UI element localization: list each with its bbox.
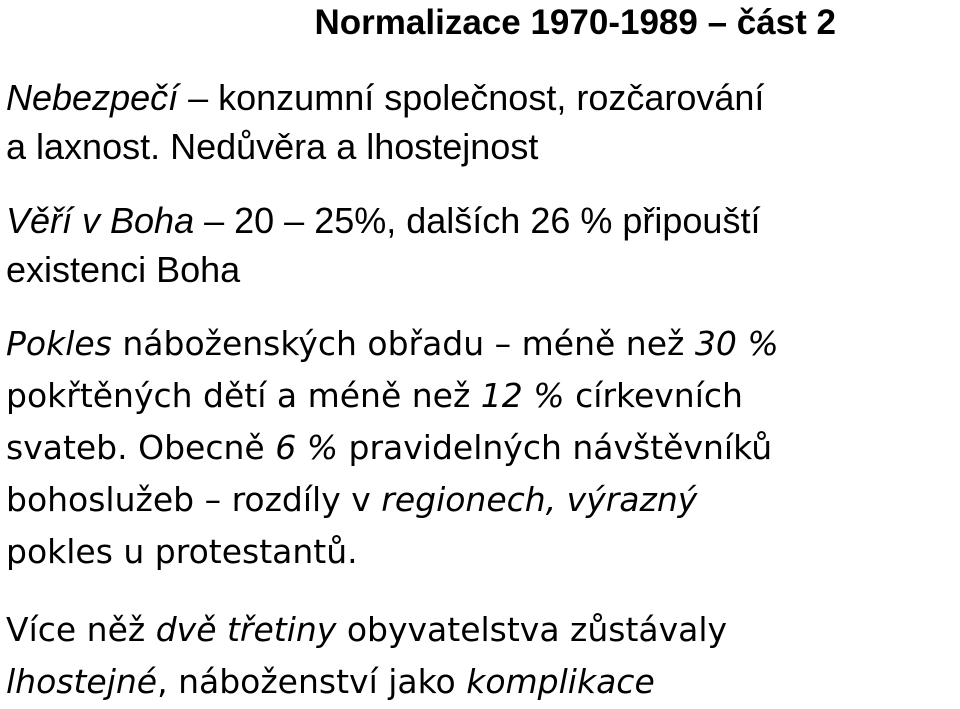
emphasis-text: regionech, výrazný <box>381 480 698 519</box>
body-text: pravidelných návštěvníků <box>338 428 773 467</box>
text-line <box>6 422 956 474</box>
emphasis-text: 12 % <box>480 376 565 415</box>
body-text: , náboženství jako <box>157 662 467 701</box>
text-line <box>6 73 956 122</box>
body-text: Více něž <box>6 610 156 649</box>
emphasis-text: Nebezpečí <box>6 77 179 118</box>
body-text: církevních <box>564 376 743 415</box>
paragraph-indifference <box>6 604 956 708</box>
text-line <box>6 370 956 422</box>
emphasis-text: 6 % <box>275 428 339 467</box>
emphasis-text: Věří v Boha <box>6 200 195 241</box>
body-text: bohoslužeb – rozdíly v <box>6 480 382 519</box>
body-text: obyvatelstva zůstávaly <box>336 610 728 649</box>
text-line: pokles u protestantů. <box>6 532 358 571</box>
emphasis-text: komplikace <box>466 662 655 701</box>
text-line <box>6 196 956 245</box>
slide-title: Normalizace 1970-1989 – část 2 <box>314 3 836 42</box>
body-text: svateb. Obecně <box>6 428 276 467</box>
emphasis-text: dvě třetiny <box>155 610 337 649</box>
paragraph-decline <box>6 318 956 578</box>
text-line: existenci Boha <box>6 249 241 290</box>
emphasis-text: Pokles <box>6 324 112 363</box>
text-line <box>6 318 956 370</box>
text-line <box>6 604 956 656</box>
emphasis-text: 30 % <box>694 324 779 363</box>
body-text: – konzumní společnost, rozčarování <box>178 77 765 118</box>
body-text: – 20 – 25%, dalších 26 % připouští <box>194 200 761 241</box>
paragraph-consumerism <box>6 73 956 171</box>
text-line <box>6 474 956 526</box>
paragraph-belief <box>6 196 956 294</box>
body-text: pokřtěných dětí a méně než <box>6 376 481 415</box>
text-line: a laxnost. Nedůvěra a lhostejnost <box>6 126 539 167</box>
text-line <box>6 656 956 708</box>
emphasis-text: lhostejné <box>6 662 158 701</box>
body-text: náboženských obřadu – méně než <box>111 324 695 363</box>
